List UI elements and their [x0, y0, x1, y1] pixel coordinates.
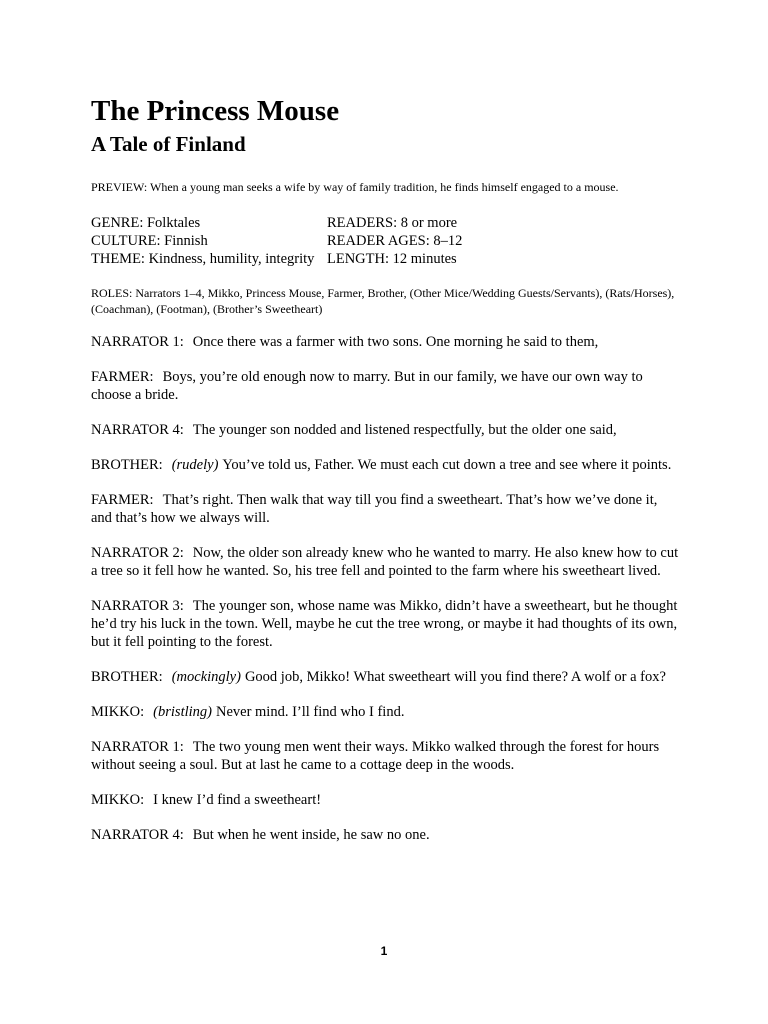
- roles-text: ROLES: Narrators 1–4, Mikko, Princess Mouse, Farmer, Brother, (Other Mice/Wedding Guests/Servants), (Rats/Horses), (Coachman), (Footman), (Brother’s Sweetheart): [91, 286, 675, 316]
- stage-direction: (mockingly): [171, 669, 241, 685]
- dialogue-text: Once there was a farmer with two sons. One morning he said to them,: [192, 334, 599, 350]
- dialogue-text: You’ve told us, Father. We must each cut down a tree and see where it points.: [222, 457, 672, 473]
- meta-row: [91, 232, 681, 250]
- speaker-label: NARRATOR 3:: [91, 598, 184, 614]
- document-title: The Princess Mouse: [91, 95, 340, 127]
- script-line: [91, 421, 681, 439]
- document-page: [91, 94, 681, 861]
- dialogue-text: That’s right. Then walk that way till you find a sweetheart. That’s how we’ve done it, and that’s how we always will.: [91, 492, 658, 526]
- script-line: [91, 456, 681, 474]
- script-line: [91, 738, 681, 774]
- dialogue-text: But when he went inside, he saw no one.: [192, 827, 430, 843]
- dialogue-text: The younger son nodded and listened respectfully, but the older one said,: [192, 422, 617, 438]
- script-line: [91, 597, 681, 651]
- document-subtitle: A Tale of Finland: [91, 132, 246, 156]
- theme-text: THEME: Kindness, humility, integrity: [91, 251, 315, 267]
- speaker-label: MIKKO:: [91, 704, 145, 720]
- dialogue-text: Good job, Mikko! What sweetheart will you find there? A wolf or a fox?: [244, 669, 666, 685]
- script-line: [91, 826, 681, 844]
- speaker-label: NARRATOR 4:: [91, 827, 184, 843]
- dialogue-text: Now, the older son already knew who he wanted to marry. He also knew how to cut a tree so it fell how he wanted. So, his tree fell and pointed to the farm where his sweetheart lived.: [91, 545, 679, 579]
- stage-direction: (bristling): [153, 704, 212, 720]
- dialogue-text: Boys, you’re old enough now to marry. But in our family, we have our own way to choose a bride.: [91, 369, 643, 403]
- dialogue-text: Never mind. I’ll find who I find.: [215, 704, 405, 720]
- speaker-label: FARMER:: [91, 369, 154, 385]
- preview-text: PREVIEW: When a young man seeks a wife by way of family tradition, he finds himself engaged to a mouse.: [91, 180, 619, 194]
- metadata-block: [91, 214, 681, 268]
- genre-text: GENRE: Folktales: [91, 215, 201, 231]
- length-text: LENGTH: 12 minutes: [327, 251, 457, 267]
- script-line: [91, 791, 681, 809]
- speaker-label: BROTHER:: [91, 457, 163, 473]
- meta-row: [91, 250, 681, 268]
- meta-row: [91, 214, 681, 232]
- stage-direction: (rudely): [171, 457, 219, 473]
- reader-ages-text: READER AGES: 8–12: [327, 233, 463, 249]
- speaker-label: FARMER:: [91, 492, 154, 508]
- script-line: [91, 544, 681, 580]
- page-number: 1: [380, 944, 388, 958]
- script-line: [91, 668, 681, 686]
- script-body: [91, 333, 681, 844]
- readers-text: READERS: 8 or more: [327, 215, 458, 231]
- speaker-label: NARRATOR 2:: [91, 545, 184, 561]
- speaker-label: NARRATOR 4:: [91, 422, 184, 438]
- speaker-label: BROTHER:: [91, 669, 163, 685]
- speaker-label: NARRATOR 1:: [91, 334, 184, 350]
- dialogue-text: The two young men went their ways. Mikko walked through the forest for hours without seeing a soul. But at last he came to a cottage deep in the woods.: [91, 739, 660, 773]
- dialogue-text: The younger son, whose name was Mikko, didn’t have a sweetheart, but he thought he’d try his luck in the town. Well, maybe he cut the tree wrong, or maybe it had thoughts of its own, but it fell pointing to the forest.: [91, 598, 678, 650]
- script-line: [91, 703, 681, 721]
- speaker-label: NARRATOR 1:: [91, 739, 184, 755]
- script-line: [91, 491, 681, 527]
- culture-text: CULTURE: Finnish: [91, 233, 208, 249]
- speaker-label: MIKKO:: [91, 792, 145, 808]
- script-line: [91, 368, 681, 404]
- dialogue-text: I knew I’d find a sweetheart!: [153, 792, 322, 808]
- script-line: [91, 333, 681, 351]
